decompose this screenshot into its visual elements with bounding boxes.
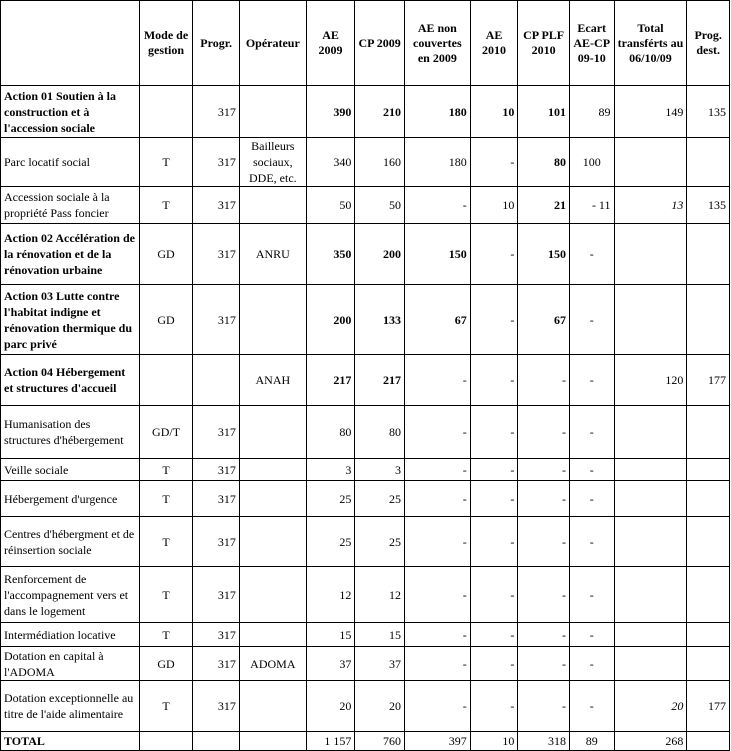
cell-prog-dest: 135 xyxy=(687,187,730,224)
cell-mode: T xyxy=(139,481,193,517)
cell-mode: T xyxy=(139,681,193,732)
cell-operateur xyxy=(239,86,306,138)
cell-mode xyxy=(139,732,193,751)
total-ae-non-couvertes: 397 xyxy=(404,732,470,751)
cell-progr: 317 xyxy=(193,86,240,138)
row-label: Action 03 Lutte contre l'habitat indigne et rénovation thermique du parc privé xyxy=(1,285,140,355)
total-transferts: 268 xyxy=(614,732,687,751)
cell-ecart: - xyxy=(569,459,614,481)
cell-operateur xyxy=(239,285,306,355)
cell-ae-non-couvertes: 180 xyxy=(404,138,470,187)
cell-operateur xyxy=(239,481,306,517)
cell-cp2010: - xyxy=(518,517,570,567)
cell-ae2009: 350 xyxy=(306,224,355,285)
cell-operateur xyxy=(239,187,306,224)
cell-mode xyxy=(139,86,193,138)
cell-progr: 317 xyxy=(193,647,240,681)
header-operateur: Opérateur xyxy=(239,1,306,86)
header-ae2009: AE 2009 xyxy=(306,1,355,86)
cell-prog-dest: 177 xyxy=(687,355,730,406)
cell-transferts: 149 xyxy=(614,86,687,138)
cell-cp2009: 25 xyxy=(355,481,405,517)
cell-prog-dest xyxy=(687,406,730,459)
cell-ecart: - xyxy=(569,681,614,732)
cell-cp2010: 101 xyxy=(518,86,570,138)
cell-prog-dest: 177 xyxy=(687,681,730,732)
table-row xyxy=(1,285,730,355)
cell-progr: 317 xyxy=(193,224,240,285)
cell-prog-dest: 135 xyxy=(687,86,730,138)
cell-ae2009: 200 xyxy=(306,285,355,355)
header-ae2010: AE 2010 xyxy=(470,1,518,86)
row-label: Dotation en capital à l'ADOMA xyxy=(1,647,140,681)
cell-ae-non-couvertes: - xyxy=(404,647,470,681)
total-cp2010: 318 xyxy=(518,732,570,751)
total-prog-dest xyxy=(687,732,730,751)
cell-transferts xyxy=(614,285,687,355)
header-cp2009: CP 2009 xyxy=(355,1,405,86)
cell-prog-dest xyxy=(687,138,730,187)
row-label: Dotation exceptionnelle au titre de l'aide alimentaire xyxy=(1,681,140,732)
cell-ecart: 89 xyxy=(569,86,614,138)
cell-ecart: - xyxy=(569,224,614,285)
table-row xyxy=(1,567,730,623)
cell-ae-non-couvertes: - xyxy=(404,481,470,517)
cell-ae2010: 10 xyxy=(470,187,518,224)
cell-ae2009: 340 xyxy=(306,138,355,187)
cell-transferts xyxy=(614,517,687,567)
cell-ecart: - xyxy=(569,517,614,567)
cell-operateur xyxy=(239,567,306,623)
cell-cp2010: - xyxy=(518,623,570,647)
cell-ecart: - xyxy=(569,567,614,623)
table-row xyxy=(1,459,730,481)
row-label: Renforcement de l'accompagnement vers et dans le logement xyxy=(1,567,140,623)
cell-ae2010: - xyxy=(470,517,518,567)
cell-operateur xyxy=(239,623,306,647)
cell-prog-dest xyxy=(687,481,730,517)
table-row xyxy=(1,224,730,285)
cell-transferts xyxy=(614,459,687,481)
cell-cp2010: - xyxy=(518,481,570,517)
cell-prog-dest xyxy=(687,224,730,285)
row-label: Centres d'hébergment et de réinsertion sociale xyxy=(1,517,140,567)
cell-prog-dest xyxy=(687,647,730,681)
cell-mode: T xyxy=(139,517,193,567)
cell-prog-dest xyxy=(687,517,730,567)
cell-cp2010: 21 xyxy=(518,187,570,224)
cell-prog-dest xyxy=(687,567,730,623)
cell-ae2009: 12 xyxy=(306,567,355,623)
cell-ae2010: - xyxy=(470,647,518,681)
cell-progr: 317 xyxy=(193,187,240,224)
cell-mode: GD/T xyxy=(139,406,193,459)
header-progr: Progr. xyxy=(193,1,240,86)
cell-transferts xyxy=(614,623,687,647)
cell-cp2010: - xyxy=(518,459,570,481)
table-row xyxy=(1,647,730,681)
cell-transferts: 13 xyxy=(614,187,687,224)
cell-ae2010: - xyxy=(470,681,518,732)
cell-ae2010: - xyxy=(470,623,518,647)
cell-progr xyxy=(193,355,240,406)
cell-ae2009: 37 xyxy=(306,647,355,681)
header-prog-dest: Prog. dest. xyxy=(687,1,730,86)
cell-progr: 317 xyxy=(193,623,240,647)
total-ecart: 89 xyxy=(569,732,614,751)
row-label: Humanisation des structures d'hébergement xyxy=(1,406,140,459)
cell-ae-non-couvertes: - xyxy=(404,623,470,647)
cell-mode: T xyxy=(139,187,193,224)
header-total-transferts: Total transférts au 06/10/09 xyxy=(614,1,687,86)
cell-ae2010: - xyxy=(470,285,518,355)
cell-progr: 317 xyxy=(193,406,240,459)
cell-mode xyxy=(139,355,193,406)
cell-ecart: 100 xyxy=(569,138,614,187)
cell-ae-non-couvertes: - xyxy=(404,517,470,567)
cell-cp2009: 133 xyxy=(355,285,405,355)
cell-cp2009: 15 xyxy=(355,623,405,647)
cell-ecart: - xyxy=(569,481,614,517)
row-label: Parc locatif social xyxy=(1,138,140,187)
cell-progr: 317 xyxy=(193,285,240,355)
cell-mode: T xyxy=(139,567,193,623)
table-row xyxy=(1,481,730,517)
total-ae2009: 1 157 xyxy=(306,732,355,751)
cell-progr: 317 xyxy=(193,567,240,623)
cell-ae2010: - xyxy=(470,406,518,459)
cell-progr: 317 xyxy=(193,481,240,517)
cell-ae-non-couvertes: - xyxy=(404,187,470,224)
cell-progr: 317 xyxy=(193,681,240,732)
cell-ae-non-couvertes: - xyxy=(404,459,470,481)
cell-ae2010: - xyxy=(470,459,518,481)
cell-cp2010: - xyxy=(518,567,570,623)
cell-mode: T xyxy=(139,138,193,187)
cell-ae-non-couvertes: - xyxy=(404,355,470,406)
cell-ae2010: - xyxy=(470,138,518,187)
cell-ae-non-couvertes: - xyxy=(404,567,470,623)
header-row xyxy=(1,1,730,86)
total-cp2009: 760 xyxy=(355,732,405,751)
cell-ae-non-couvertes: - xyxy=(404,406,470,459)
table-row xyxy=(1,406,730,459)
cell-transferts xyxy=(614,138,687,187)
cell-ecart: - xyxy=(569,647,614,681)
cell-ae-non-couvertes: 67 xyxy=(404,285,470,355)
cell-transferts xyxy=(614,224,687,285)
cell-cp2010: - xyxy=(518,355,570,406)
cell-ae-non-couvertes: 180 xyxy=(404,86,470,138)
cell-ae2009: 80 xyxy=(306,406,355,459)
cell-ae2009: 15 xyxy=(306,623,355,647)
cell-ae2009: 3 xyxy=(306,459,355,481)
cell-cp2009: 3 xyxy=(355,459,405,481)
table-row xyxy=(1,623,730,647)
cell-cp2009: 37 xyxy=(355,647,405,681)
cell-transferts: 20 xyxy=(614,681,687,732)
cell-operateur: ADOMA xyxy=(239,647,306,681)
cell-ecart: - 11 xyxy=(569,187,614,224)
cell-transferts xyxy=(614,567,687,623)
row-label: Accession sociale à la propriété Pass foncier xyxy=(1,187,140,224)
cell-operateur xyxy=(239,732,306,751)
row-label: Intermédiation locative xyxy=(1,623,140,647)
header-ae-non-couvertes: AE non couvertes en 2009 xyxy=(404,1,470,86)
cell-ae2010: 10 xyxy=(470,86,518,138)
header-mode: Mode de gestion xyxy=(139,1,193,86)
row-label: Action 04 Hébergement et structures d'accueil xyxy=(1,355,140,406)
cell-ae2009: 25 xyxy=(306,517,355,567)
row-label: Veille sociale xyxy=(1,459,140,481)
cell-cp2009: 20 xyxy=(355,681,405,732)
cell-ae2009: 390 xyxy=(306,86,355,138)
table-row xyxy=(1,355,730,406)
header-cp-plf-2010: CP PLF 2010 xyxy=(518,1,570,86)
cell-cp2009: 12 xyxy=(355,567,405,623)
cell-mode: GD xyxy=(139,224,193,285)
row-label: Hébergement d'urgence xyxy=(1,481,140,517)
cell-mode: T xyxy=(139,459,193,481)
cell-cp2010: 80 xyxy=(518,138,570,187)
cell-prog-dest xyxy=(687,459,730,481)
cell-cp2009: 80 xyxy=(355,406,405,459)
cell-operateur: Bailleurs sociaux, DDE, etc. xyxy=(239,138,306,187)
cell-transferts xyxy=(614,647,687,681)
cell-prog-dest xyxy=(687,623,730,647)
cell-cp2009: 25 xyxy=(355,517,405,567)
header-action xyxy=(1,1,140,86)
cell-ae2009: 20 xyxy=(306,681,355,732)
cell-ecart: - xyxy=(569,285,614,355)
cell-operateur xyxy=(239,517,306,567)
cell-ae2010: - xyxy=(470,567,518,623)
cell-mode: T xyxy=(139,623,193,647)
cell-transferts: 120 xyxy=(614,355,687,406)
cell-cp2010: 150 xyxy=(518,224,570,285)
cell-ecart: - xyxy=(569,406,614,459)
row-label: Action 01 Soutien à la construction et à l'accession sociale xyxy=(1,86,140,138)
cell-operateur: ANRU xyxy=(239,224,306,285)
table-row xyxy=(1,517,730,567)
cell-transferts xyxy=(614,406,687,459)
cell-progr: 317 xyxy=(193,138,240,187)
cell-ecart: - xyxy=(569,355,614,406)
cell-cp2009: 210 xyxy=(355,86,405,138)
cell-ae-non-couvertes: - xyxy=(404,681,470,732)
cell-ae-non-couvertes: 150 xyxy=(404,224,470,285)
total-ae2010: 10 xyxy=(470,732,518,751)
cell-operateur: ANAH xyxy=(239,355,306,406)
total-row xyxy=(1,732,730,751)
cell-cp2010: - xyxy=(518,681,570,732)
cell-ae2010: - xyxy=(470,224,518,285)
cell-progr xyxy=(193,732,240,751)
cell-cp2010: - xyxy=(518,647,570,681)
row-label: Action 02 Accélération de la rénovation et de la rénovation urbaine xyxy=(1,224,140,285)
cell-ecart: - xyxy=(569,623,614,647)
cell-operateur xyxy=(239,681,306,732)
table-row xyxy=(1,86,730,138)
cell-cp2010: - xyxy=(518,406,570,459)
cell-ae2009: 25 xyxy=(306,481,355,517)
cell-transferts xyxy=(614,481,687,517)
cell-ae2010: - xyxy=(470,481,518,517)
cell-operateur xyxy=(239,459,306,481)
cell-progr: 317 xyxy=(193,517,240,567)
table-row xyxy=(1,138,730,187)
cell-cp2009: 160 xyxy=(355,138,405,187)
header-ecart: Ecart AE-CP 09-10 xyxy=(569,1,614,86)
cell-mode: GD xyxy=(139,647,193,681)
cell-ae2009: 50 xyxy=(306,187,355,224)
table-row xyxy=(1,681,730,732)
cell-ae2009: 217 xyxy=(306,355,355,406)
total-label: TOTAL xyxy=(1,732,140,751)
cell-cp2009: 200 xyxy=(355,224,405,285)
cell-prog-dest xyxy=(687,285,730,355)
cell-mode: GD xyxy=(139,285,193,355)
cell-ae2010: - xyxy=(470,355,518,406)
cell-operateur xyxy=(239,406,306,459)
cell-cp2009: 50 xyxy=(355,187,405,224)
cell-progr: 317 xyxy=(193,459,240,481)
cell-cp2009: 217 xyxy=(355,355,405,406)
table-row xyxy=(1,187,730,224)
cell-cp2010: 67 xyxy=(518,285,570,355)
